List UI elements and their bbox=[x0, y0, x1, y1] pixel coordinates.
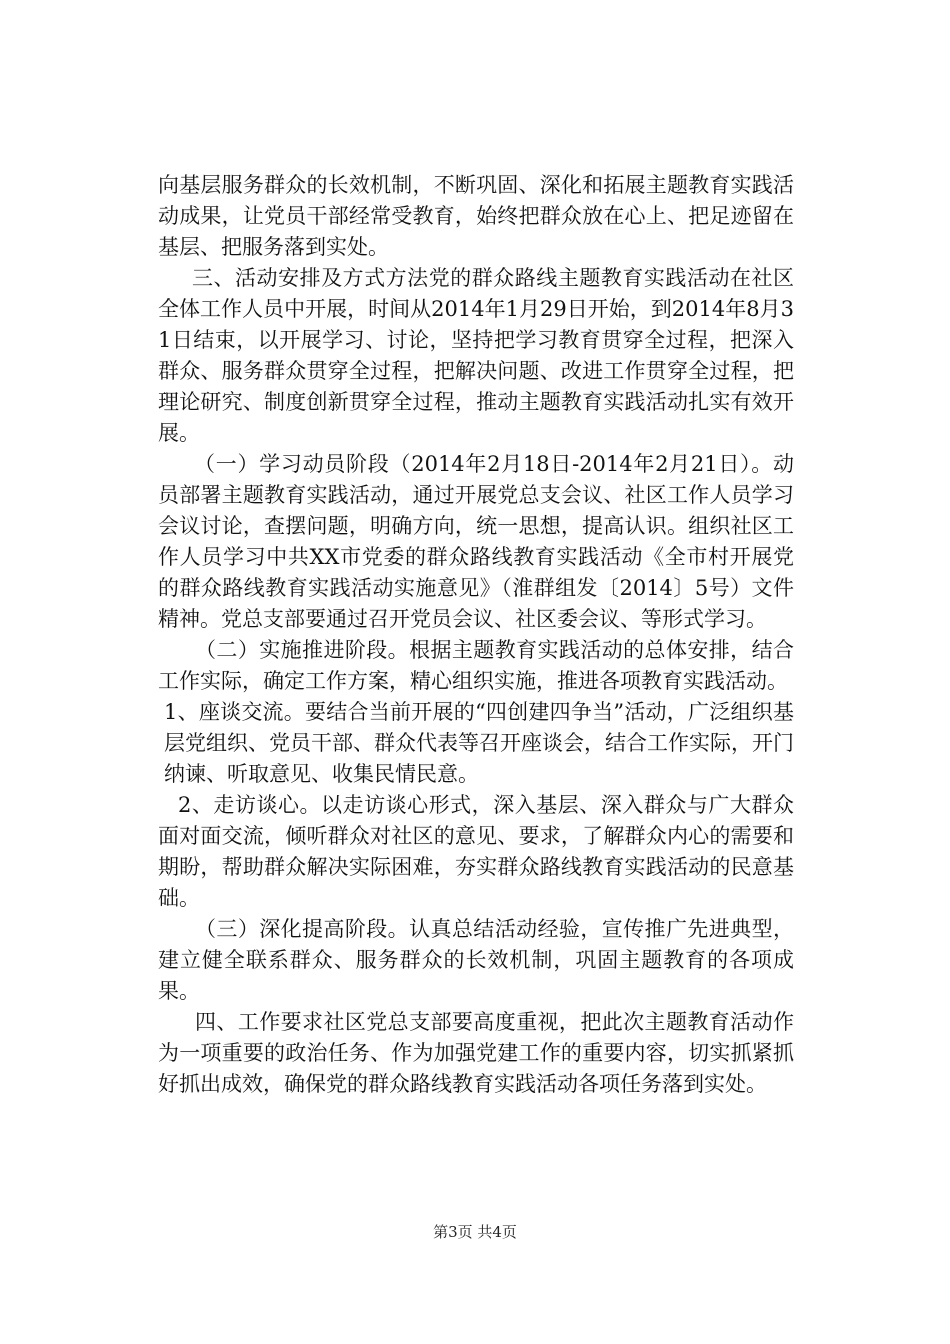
paragraph-phase-1: （一）学习动员阶段（2014年2月18日-2014年2月21日）。动员部署主题教育实践活动，通过开展党总支会议、社区工作人员学习会议讨论，查摆问题，明确方向，统一思想，提高认识。组织社区工作人员学习中共XX市党委的群众路线教育实践活动《全市村开展党的群众路线教育实践活动实施意见》（淮群组发〔2014〕5号）文件精神。党总支部要通过召开党员会议、社区委会议、等形式学习。 bbox=[158, 452, 794, 631]
document-body bbox=[158, 170, 794, 1100]
paragraph-section-3: 三、活动安排及方式方法党的群众路线主题教育实践活动在社区全体工作人员中开展，时间从2014年1月29日开始，到2014年8月31日结束，以开展学习、讨论，坚持把学习教育贯穿全过程，把深入群众、服务群众贯穿全过程，把解决问题、改进工作贯穿全过程，把理论研究、制度创新贯穿全过程，推动主题教育实践活动扎实有效开展。 bbox=[158, 266, 794, 445]
paragraph-section-4: 四、工作要求社区党总支部要高度重视，把此次主题教育活动作为一项重要的政治任务、作为加强党建工作的重要内容，切实抓紧抓好抓出成效，确保党的群众路线教育实践活动各项任务落到实处。 bbox=[158, 1010, 794, 1096]
page-footer: 第3页 共4页 bbox=[433, 1223, 517, 1241]
paragraph-item-1: 1、座谈交流。要结合当前开展的“四创建四争当”活动，广泛组织基层党组织、党员干部、群众代表等召开座谈会，结合工作实际，开门纳谏、听取意见、收集民情民意。 bbox=[164, 700, 794, 786]
paragraph-phase-3: （三）深化提高阶段。认真总结活动经验，宣传推广先进典型，建立健全联系群众、服务群众的长效机制，巩固主题教育的各项成果。 bbox=[158, 917, 794, 1003]
paragraph-item-2: 2、走访谈心。以走访谈心形式，深入基层、深入群众与广大群众面对面交流，倾听群众对社区的意见、要求，了解群众内心的需要和期盼，帮助群众解决实际困难，夯实群众路线教育实践活动的民意基础。 bbox=[158, 793, 794, 910]
paragraph-intro-continuation: 向基层服务群众的长效机制，不断巩固、深化和拓展主题教育实践活动成果，让党员干部经常受教育，始终把群众放在心上、把足迹留在基层、把服务落到实处。 bbox=[158, 173, 794, 259]
paragraph-phase-2: （二）实施推进阶段。根据主题教育实践活动的总体安排，结合工作实际，确定工作方案，精心组织实施，推进各项教育实践活动。 bbox=[158, 638, 794, 693]
